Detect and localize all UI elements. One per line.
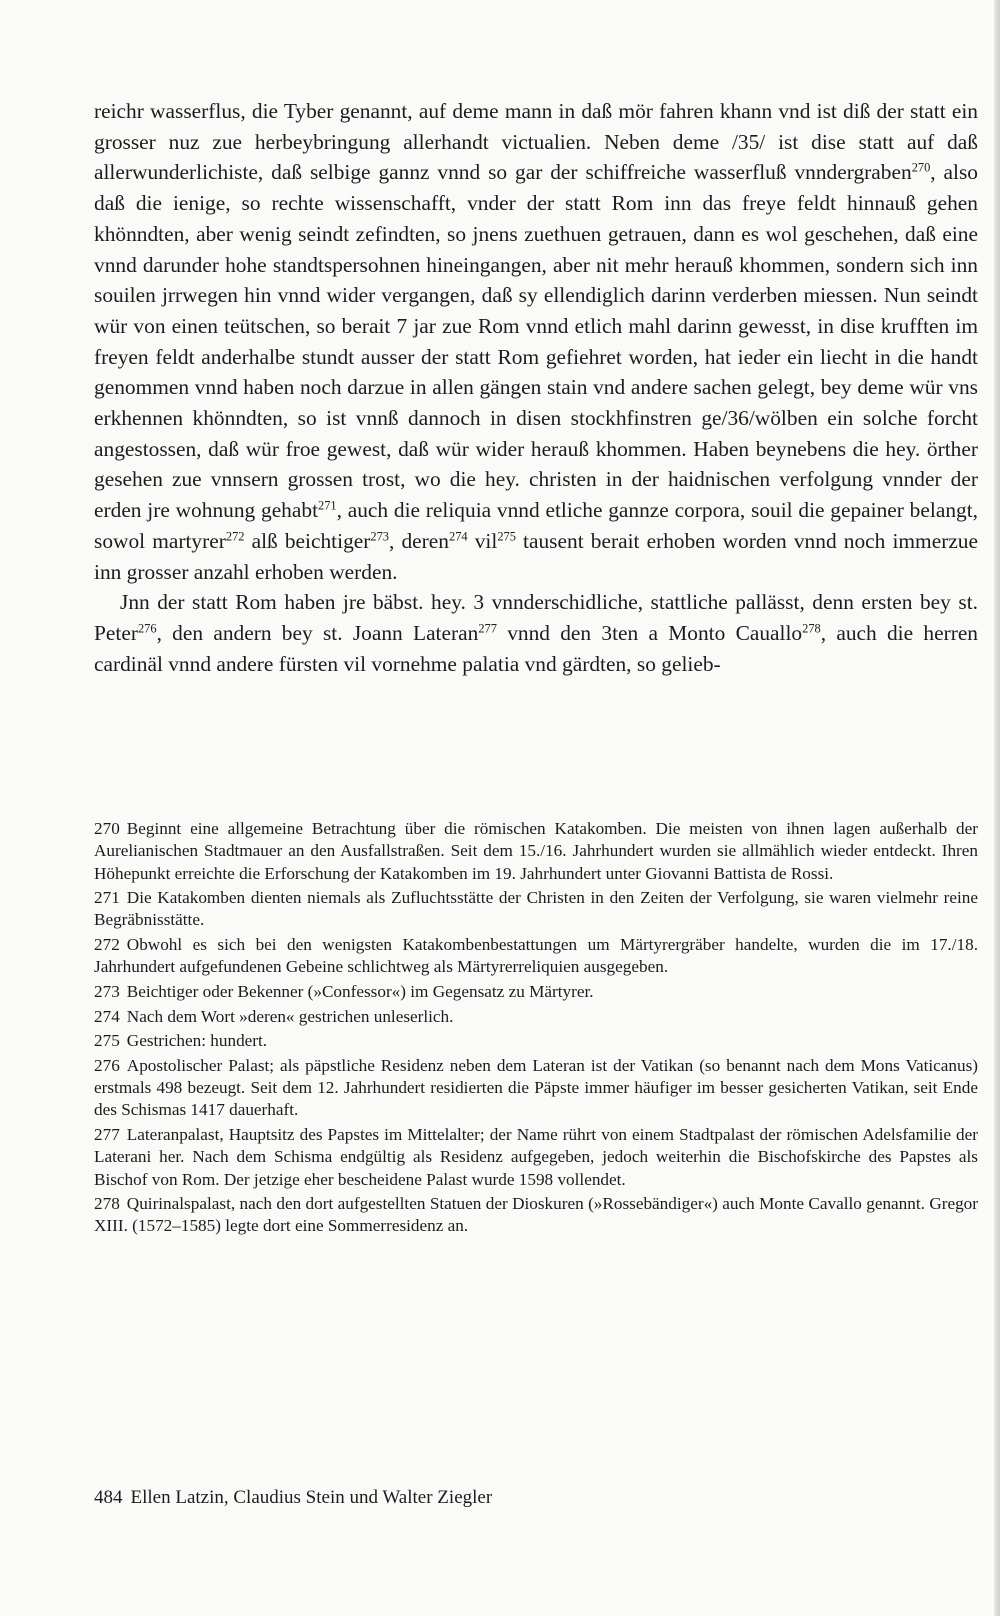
text-run: , auch die herren cardinäl vnnd andere fürsten vil vornehme palatia vnd gärdten, so gelieb- [94, 620, 979, 676]
footnote-number: 275 [94, 1031, 120, 1051]
footnote-ref: 272 [225, 529, 245, 544]
footnote-text: Quirinalspalast, nach den dort aufgestellten Statuen der Dioskuren (»Rossebändiger«) auch Monte Cavallo genannt. Gregor XIII. (1572–1585) legte dort eine Sommerresidenz an. [94, 1194, 978, 1236]
footnote [94, 1193, 978, 1238]
text-run: alß beichtiger [244, 528, 371, 553]
footnote-ref: 271 [318, 498, 337, 513]
footnote-ref: 276 [137, 621, 157, 636]
text-run: reichr wasserflus, die Tyber genannt, auf deme mann in daß mör fahren khann vnd ist diß der statt ein grosser nuz zue herbeybringung allerhandt victualien. Neben deme /35/ ist dise statt auf daß allerwunderlichiste, daß selbige gannz vnnd so gar der schiffreiche wasserfluß vnndergraben [94, 99, 978, 185]
page-edge-shadow [994, 0, 1000, 1616]
footnote-ref: 274 [448, 529, 468, 544]
footnote-number: 271 [94, 888, 120, 908]
footnote-text: Nach dem Wort »deren« gestrichen unleserlich. [126, 1006, 454, 1026]
authors-line: Ellen Latzin, Claudius Stein und Walter Ziegler [130, 1487, 493, 1508]
footnote [94, 934, 978, 979]
text-run: vil [467, 528, 498, 553]
text-run: , deren [389, 528, 449, 553]
footnote-number: 270 [94, 819, 120, 838]
text-run: tausent berait erhoben worden vnnd noch immerzue inn grosser anzahl erhoben werden. [94, 528, 978, 584]
footnote-text: Beginnt eine allgemeine Betrachtung über die römischen Katakomben. Die meisten von ihnen lagen außerhalb der Aurelianischen Stadtmauer an den Ausfallstraßen. Seit dem 15./16. Jahrhundert wurden sie allmählich wieder entdeckt. Ihren Höhepunkt erreichte die Erforschung der Katakomben im 19. Jahrhundert unter Giovanni Battista de Rossi. [94, 819, 978, 883]
footnote-ref: 273 [370, 529, 389, 544]
footnote-text: Die Katakomben dienten niemals als Zufluchtsstätte der Christen in den Zeiten der Verfolgung, sie waren vielmehr reine Begräbnisstätte. [94, 888, 978, 930]
footnote [94, 1030, 978, 1052]
footnote [94, 1006, 978, 1028]
footnote-text: Apostolischer Palast; als päpstliche Residenz neben dem Lateran ist der Vatikan (so benannt nach dem Mons Vaticanus) erstmals 498 bezeugt. Seit dem 12. Jahrhundert residierten die Päpste immer häufiger im besser gesicherten Vatikan, seit Ende des Schismas 1417 dauerhaft. [94, 1055, 978, 1120]
text-run: , also daß die ienige, so rechte wissenschafft, vnder der statt Rom inn das freye feldt hinnauß gehen khönndten, aber wenig seindt zefindten, so jnens zuethuen getrauen, dann es wol geschehen, daß eine vnnd darunder hohe standtspersohnen hineingangen, aber nit mehr herauß khommen, sondern sich inn souilen jrrwegen hin vnnd wider vergangen, daß sy ellendiglich darinn verderben miessen. Nun seindt wür von einen teütschen, so berait 7 jar zue Rom vnnd etlich mahl darinn gewesst, in dise krufften im freyen feldt anderhalbe stundt ausser der statt Rom gefiehret worden, hat ieder ein liecht in die handt genommen vnnd haben noch darzue in allen gängen stain vnd andere sachen gelegt, bey deme wür vns erkhennen khönndten, so ist vnnß dannoch in disen stockhfinstren ge/36/wölben ein solche forcht angestossen, daß wür froe gewest, daß wür wider herauß khommen. Haben beynebens die hey. örther gesehen zue vnnsern grossen trost, wo die hey. christen in der haidnischen verfolgung vnnder der erden jre wohnung gehabt [94, 160, 979, 523]
footnote-ref: 277 [478, 621, 497, 636]
footnote [94, 818, 978, 885]
footnote-number: 276 [94, 1055, 120, 1075]
footnote-ref: 270 [911, 160, 931, 175]
text-run: Jnn der statt Rom haben jre bäbst. hey. 3 vnnderschidliche, stattliche pallässt, denn ersten bey st. Peter [94, 590, 978, 645]
main-text [94, 96, 978, 679]
footnote-number: 272 [94, 935, 120, 955]
text-run: vnnd den 3ten a Monto Cauallo [496, 620, 803, 645]
footnote-ref: 278 [802, 621, 821, 636]
page-number: 484 [94, 1487, 123, 1508]
footnote-number: 278 [94, 1194, 120, 1214]
footnote [94, 1055, 978, 1122]
main-paragraph [94, 587, 978, 679]
footnote [94, 981, 978, 1003]
footnote-text: Beichtiger oder Bekenner (»Confessor«) im Gegensatz zu Märtyrer. [126, 981, 594, 1001]
footnote-number: 273 [94, 981, 120, 1001]
text-run: , den andern bey st. Joann Lateran [156, 620, 479, 645]
text-run: , auch die reliquia vnnd etliche gannze corpora, souil die gepainer belangt, sowol martyrer [94, 498, 978, 553]
footnote-ref: 275 [497, 529, 516, 544]
running-footer [94, 1487, 492, 1509]
footnote [94, 1124, 978, 1191]
footnote-text: Obwohl es sich bei den wenigsten Katakombenbestattungen um Märtyrergräber handelte, wurden die im 17./18. Jahrhundert aufgefundenen Gebeine schlichtweg als Märtyrerreliquien ausgegeben. [94, 935, 978, 977]
main-paragraph [94, 96, 978, 587]
footnote-text: Lateranpalast, Hauptsitz des Papstes im Mittelalter; der Name rührt von einem Stadtpalast der römischen Adelsfamilie der Laterani her. Nach dem Schisma endgültig als Residenz aufgegeben, jedoch weiterhin die Bischofskirche des Papstes als Bischof von Rom. Der jetzige eher bescheidene Palast wurde 1598 vollendet. [94, 1124, 978, 1189]
footnote-number: 277 [94, 1124, 120, 1144]
footnotes [94, 818, 978, 1240]
footnote-text: Gestrichen: hundert. [126, 1031, 268, 1051]
footnote-number: 274 [94, 1006, 120, 1026]
footnote [94, 887, 978, 932]
